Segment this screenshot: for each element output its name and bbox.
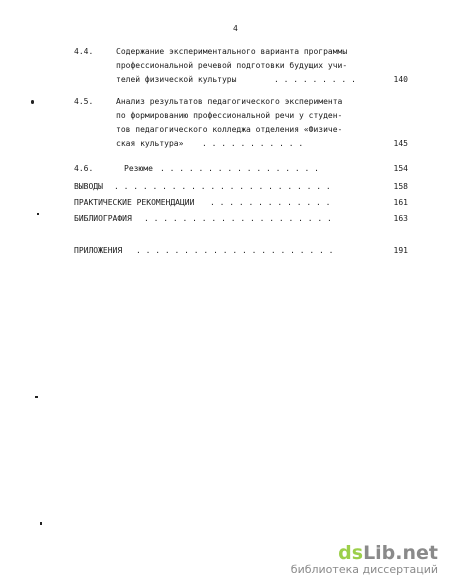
toc-entry-title-line: Резюме — [124, 164, 153, 173]
toc-entry-conclusions — [74, 180, 414, 196]
toc-entry-title-line: ская культура» — [116, 139, 184, 148]
toc-entry-number: 4.5. — [74, 97, 94, 106]
toc-entry-title-line: профессиональной речевой подготовки будущих учи- — [116, 61, 348, 70]
toc-entry-appendices — [74, 244, 414, 260]
toc-entry-title-line: тов педагогического колледжа отделения «Физиче- — [116, 125, 343, 134]
page-number: 4 — [233, 24, 238, 33]
toc-entry-page: 140 — [393, 75, 408, 84]
scan-artifact-mark — [40, 522, 42, 525]
toc-entry-page: 145 — [393, 139, 408, 148]
toc-entry-title-line: ПРИЛОЖЕНИЯ — [74, 246, 123, 255]
toc-dot-leader: . . . . . . . . . . . — [202, 139, 304, 148]
toc-dot-leader: . . . . . . . . . . . . . . . . . . . . . — [136, 246, 334, 255]
toc-entry-4-4 — [74, 45, 414, 95]
toc-entry-title-line: Содержание экспериментального варианта программы — [116, 47, 348, 56]
toc-entry-title-line: БИБЛИОГРАФИЯ — [74, 214, 132, 223]
toc-dot-leader: . . . . . . . . . . . . . — [210, 198, 331, 207]
toc-entry-bibliography — [74, 212, 414, 228]
watermark-logo: dsLib.net — [338, 542, 438, 564]
toc-entry-4-5 — [74, 95, 414, 157]
toc-entry-title-line: ВЫВОДЫ — [74, 182, 103, 191]
toc-entry-page: 154 — [393, 164, 408, 173]
toc-entry-4-6 — [74, 162, 414, 178]
toc-dot-leader: . . . . . . . . . — [274, 75, 356, 84]
scan-artifact-mark — [31, 100, 34, 104]
toc-entry-page: 161 — [393, 198, 408, 207]
toc-entry-title-line: ПРАКТИЧЕСКИЕ РЕКОМЕНДАЦИИ — [74, 198, 195, 207]
toc-dot-leader: . . . . . . . . . . . . . . . . . — [160, 164, 319, 173]
scan-artifact-mark — [35, 396, 38, 398]
toc-entry-title-line: по формированию профессиональной речи у студен- — [116, 111, 343, 120]
toc-entry-page: 163 — [393, 214, 408, 223]
toc-entry-number: 4.6. — [74, 164, 94, 173]
toc-entry-page: 158 — [393, 182, 408, 191]
toc-entry-number: 4.4. — [74, 47, 94, 56]
toc-entry-title-line: телей физической культуры — [116, 75, 237, 84]
toc-dot-leader: . . . . . . . . . . . . . . . . . . . . . . . — [114, 182, 331, 191]
watermark-subtitle: библиотека диссертаций — [290, 563, 438, 576]
toc-dot-leader: . . . . . . . . . . . . . . . . . . . . — [144, 214, 332, 223]
watermark — [291, 543, 438, 576]
toc-entry-title-line: Анализ результатов педагогического эксперимента — [116, 97, 343, 106]
scan-artifact-mark — [37, 213, 39, 215]
toc-entry-recommendations — [74, 196, 414, 212]
toc-entry-page: 191 — [393, 246, 408, 255]
